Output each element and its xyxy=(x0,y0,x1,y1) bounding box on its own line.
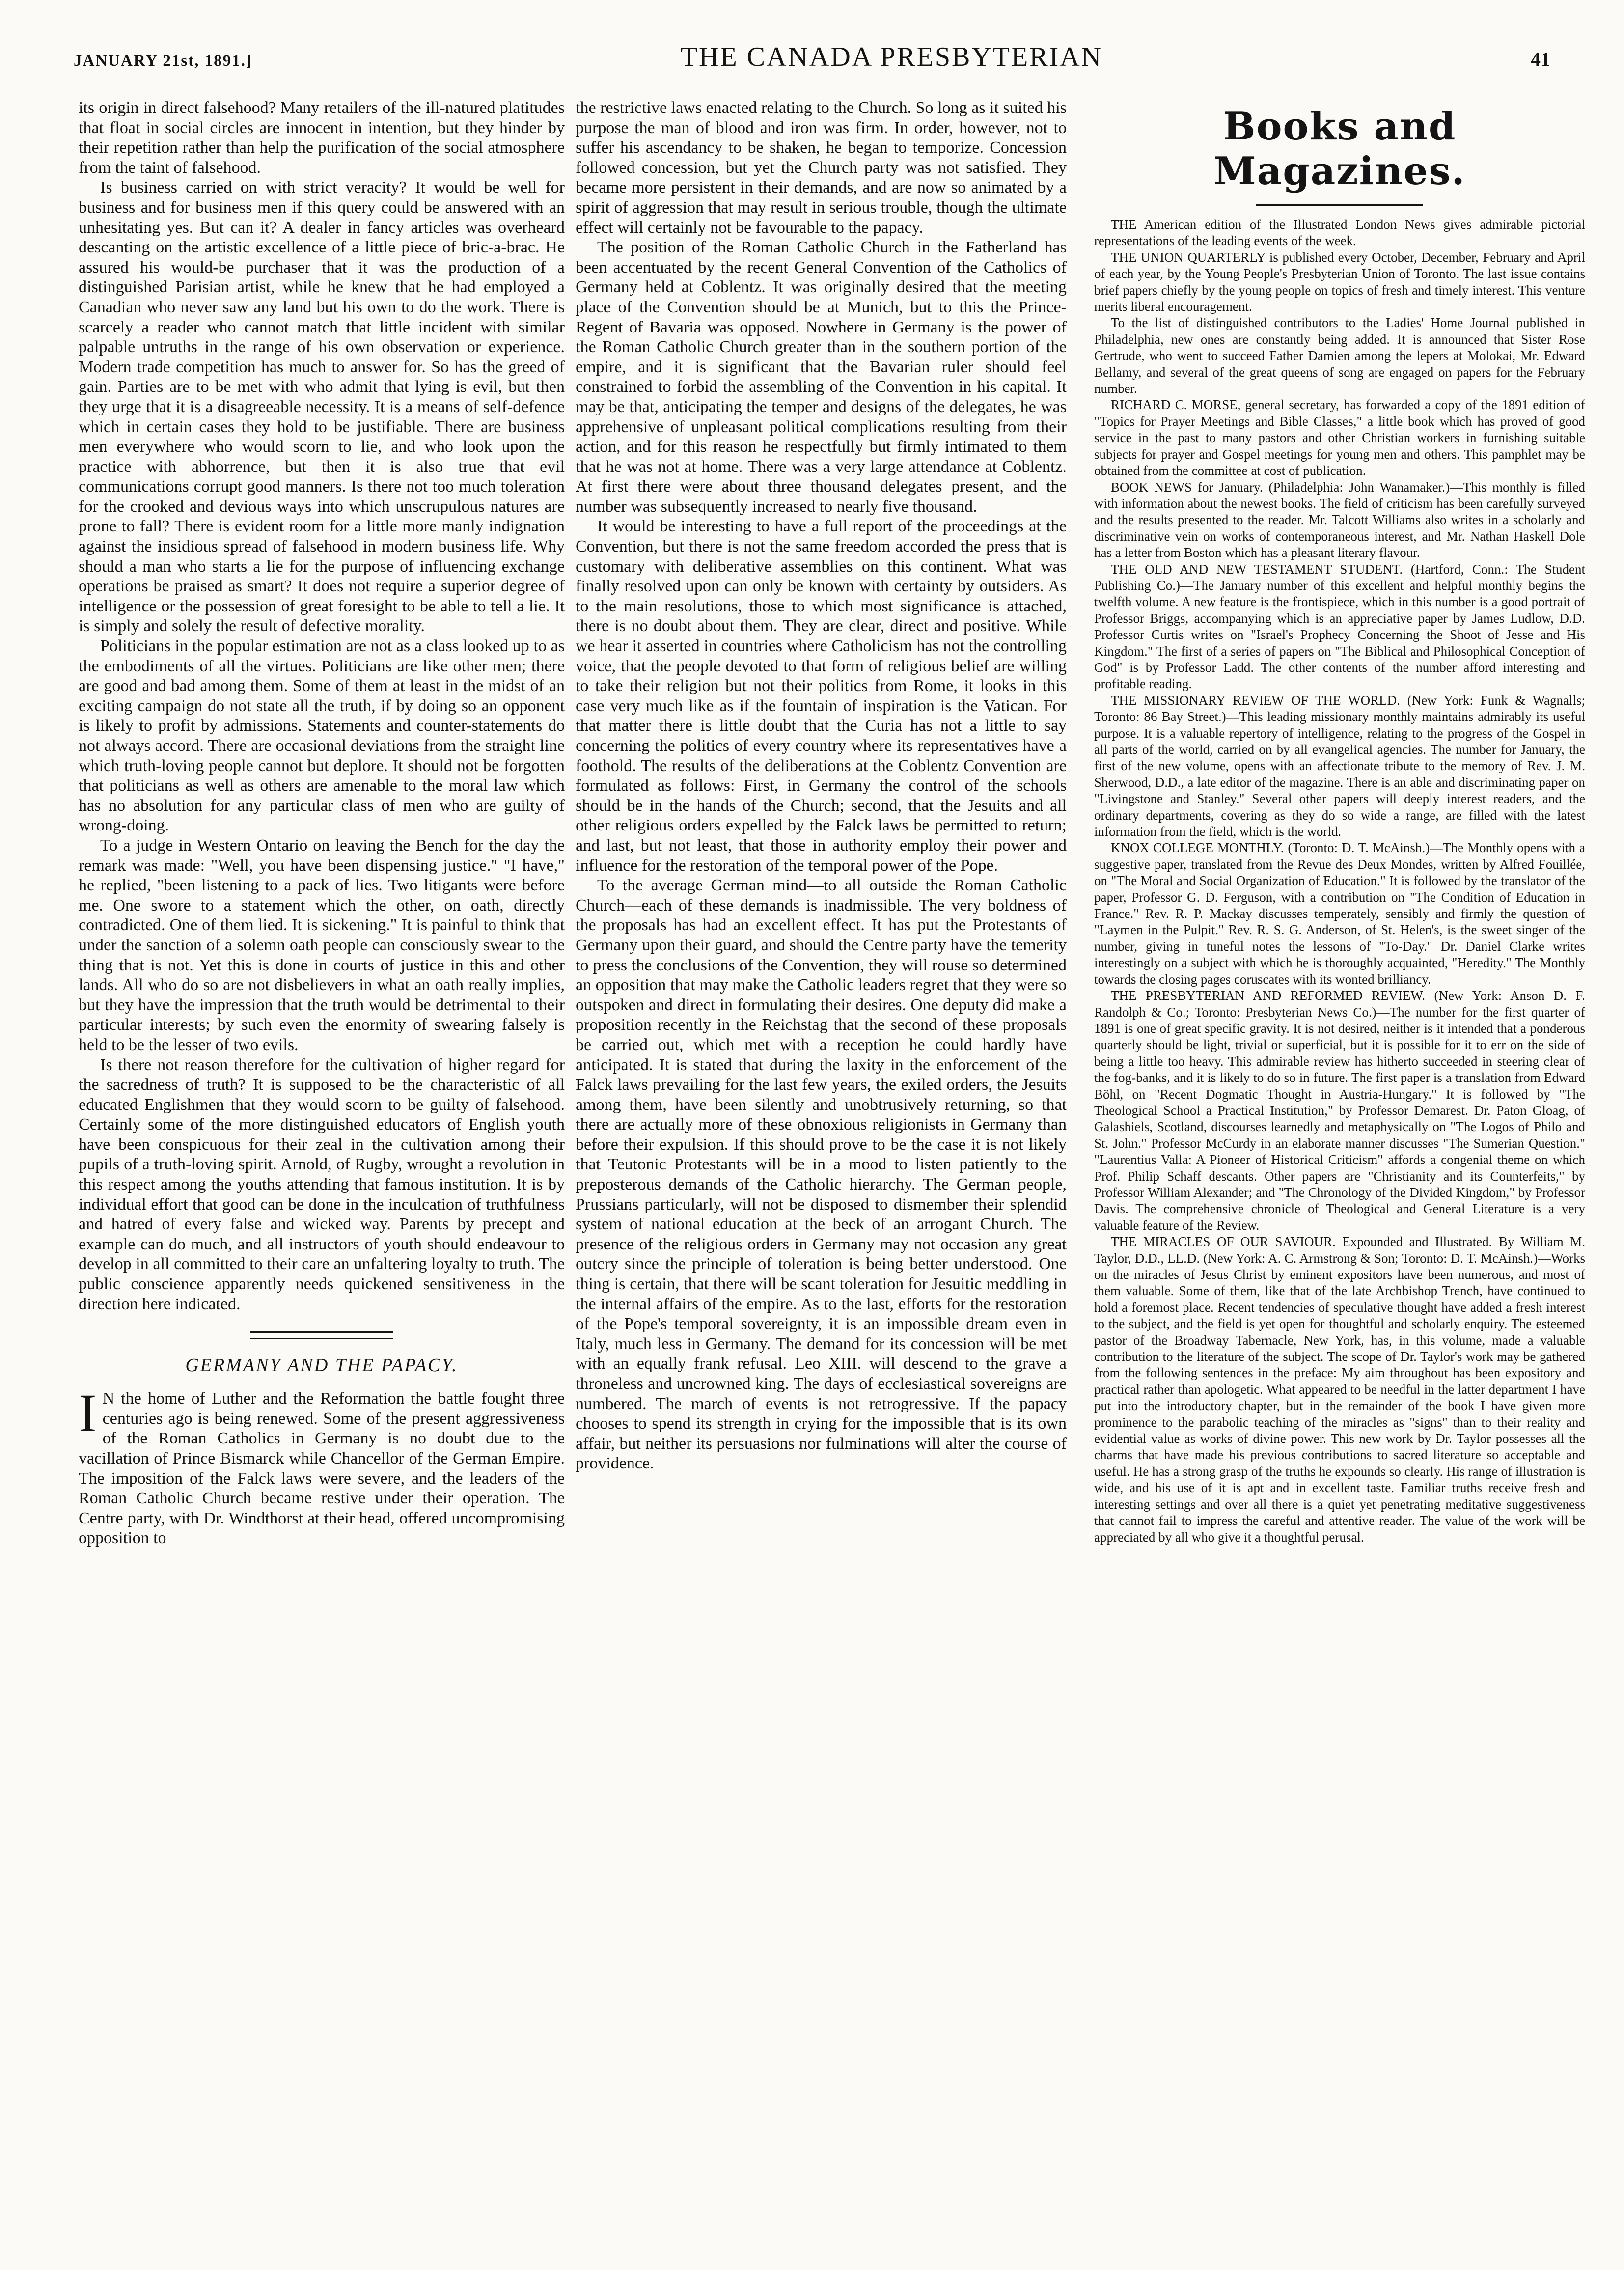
review-item: THE PRESBYTERIAN AND REFORMED REVIEW. (New York: Anson D. F. Randolph & Co.; Toronto: Presbyterian News Co.)—The number for the first quarter of 1891 is one of great specific gravity. It is not desired, neither is it intended that a ponderous quarterly should be light, trivial or superficial, but it is possible for it to err on the side of being a little too heavy. This admirable review has hitherto succeeded in steering clear of the fog-banks, and it is likely to do so in future. The first paper is a translation from Edward Böhl, on "Recent Dogmatic Thought in Austria-Hungary." It is followed by "The Theological School a Practical Institution," by Professor Demarest. Dr. Paton Gloag, of Galashiels, Scotland, discourses learnedly and metaphysically on "The Logos of Philo and St. John." Professor McCurdy in an elaborate manner discusses "The Sumerian Question." "Laurentius Valla: A Pioneer of Historical Criticism" affords a congenial theme on which Prof. Philip Schaff descants. Other papers are "Christianity and its Counterfeits," by Professor William Alexander; and "The Chronology of the Divided Kingdom," by Professor Davis. The comprehensive chronicle of Theological and General Literature is a very valuable feature of the Review. xyxy=(1094,988,1585,1233)
books-magazines-heading: Books and Magazines. xyxy=(1213,104,1466,194)
heading-rule xyxy=(1256,204,1423,206)
paragraph: Is there not reason therefore for the cultivation of higher regard for the sacredness of truth? It is supposed to be the characteristic of all educated Englishmen that they would scorn to be guilty of falsehood. Certainly some of the more distinguished educators of English youth have been conspicuous for their zeal in the cultivation among their pupils of a truth-loving spirit. Arnold, of Rugby, wrought a revolution in this respect among the youths attending that famous institution. It is by individual effort that good can be done in the inculcation of truthfulness and hatred of every false and wicked way. Parents by precept and example can do much, and all instructors of youth should endeavour to develop in all committed to their care an unfaltering loyalty to truth. The public conscience apparently needs quickened sensitiveness in the direction here indicated. xyxy=(79,1055,565,1313)
paragraph: It would be interesting to have a full report of the proceedings at the Convention, but there is not the same freedom accorded the press that is customary with deliberative assemblies on this continent. What was finally resolved upon can only be known with certainty by outsiders. As to the main resolutions, those to which most significance is attached, there is no doubt about them. They are clear, direct and positive. While we hear it asserted in countries where Catholicism has not the controlling voice, that the people devoted to that form of religious belief are willing to take their religion but not their politics from Rome, it looks in this case very much like as if the fountain of inspiration is the Vatican. For that matter there is little doubt that the Curia has not a little to say concerning the politics of every country where its representatives have a foothold. The results of the deliberations at the Coblentz Convention are formulated as follows: First, in Germany the control of the schools should be in the hands of the Church; second, that the Jesuits and all other religious orders expelled by the Falck laws be permitted to return; and last, but not least, that those in authority employ their power and influence for the restoration of the temporal power of the Pope. xyxy=(576,517,1067,875)
paragraph: The position of the Roman Catholic Church in the Fatherland has been accentuated by the recent General Convention of the Catholics of Germany held at Coblentz. It was originally desired that the meeting place of the Convention should be at Munich, but to this the Prince-Regent of Bavaria was opposed. Nowhere in Germany is the power of the Roman Catholic Church greater than in the southern portion of the empire, and it is significant that the Bavarian ruler should feel constrained to forbid the assembling of the Convention in his capital. It may be that, anticipating the temper and designs of the delegates, he was apprehensive of unpleasant political complications resulting from their action, and for this reason he respectfully but firmly intimated to them that he was not at home. There was a very large attendance at Coblentz. At first there were about three thousand delegates present, and the number was subsequently increased to nearly five thousand. xyxy=(576,238,1067,516)
section-title: GERMANY AND THE PAPACY. xyxy=(185,1355,458,1376)
review-item: THE MISSIONARY REVIEW OF THE WORLD. (New York: Funk & Wagnalls; Toronto: 86 Bay Street.)—This leading missionary monthly maintains admirably its useful purpose. It is a valuable repertory of intelligence, relating to the progress of the Gospel in all parts of the world, carried on by all evangelical agencies. The number for January, the first of the new volume, opens with an affectionate tribute to the memory of Rev. J. M. Sherwood, D.D., a late editor of the magazine. There is an able and discriminating paper on "Livingstone and Stanley." Several other papers will deeply interest readers, and the ordinary departments, covering as they do so wide a range, are filled with the latest information from the field, which is the world. xyxy=(1094,692,1585,839)
review-item: THE OLD AND NEW TESTAMENT STUDENT. (Hartford, Conn.: The Student Publishing Co.)—The January number of this excellent and helpful monthly begins the twelfth volume. A new feature is the frontispiece, which in this number is a good portrait of Professor Briggs, accompanying which is an appreciative paper by James Ludlow, D.D. Professor Curtis writes on "Israel's Prophecy Concerning the Shoot of Jesse and His Kingdom." The first of a series of papers on "The Biblical and Philosophical Conception of God" is by Professor Ladd. The other contents of the number afford interesting and profitable reading. xyxy=(1094,561,1585,692)
paragraph: To a judge in Western Ontario on leaving the Bench for the day the remark was made: "Well, you have been dispensing justice." "I have," he replied, "been listening to a pack of lies. Two litigants were before me. One swore to a statement which the other, on oath, directly contradicted. One of them lied. It is sickening." It is painful to think that under the sanction of a solemn oath people can consciously swear to the thing that is not. Yet this is done in courts of justice in this and other lands. All who do so are not disbelievers in what an oath really implies, but they have the impression that the truth would be detrimental to their particular interests; by such even the enormity of swearing falsely is held to be the lesser of two evils. xyxy=(79,836,565,1054)
review-item: THE American edition of the Illustrated London News gives admirable pictorial representations of the leading events of the week. xyxy=(1094,217,1585,249)
review-item: To the list of distinguished contributors to the Ladies' Home Journal published in Philadelphia, new ones are constantly being added. It is announced that Sister Rose Gertrude, who went to succeed Father Damien among the lepers at Molokai, Mr. Edward Bellamy, and several of the great queens of song are engaged on papers for the February number. xyxy=(1094,315,1585,396)
column-1 xyxy=(79,98,565,2210)
review-item: THE MIRACLES OF OUR SAVIOUR. Expounded and Illustrated. By William M. Taylor, D.D., LL.D. (New York: A. C. Armstrong & Son; Toronto: D. T. McAinsh.)—Works on the miracles of Jesus Christ by eminent expositors have been numerous, and most of them valuable. Some of them, like that of the late Archbishop Trench, have continued to hold a foremost place. Recent tendencies of speculative thought have added a fresh interest to the subject, and the field is yet open for thoughtful and scholarly enquiry. The esteemed pastor of the Broadway Tabernacle, New York, has, in this volume, made a valuable contribution to the literature of the subject. The scope of Dr. Taylor's work may be gathered from the following sentences in the preface: My aim throughout has been expository and practical rather than apologetic. What appeared to be needful in the latter department I have put into the introductory chapter, but in the remainder of the book I have given more prominence to the parabolic teaching of the miracles as "signs" than to their reality and evidential value as works of divine power. This new work by Dr. Taylor possesses all the charms that have made his previous contributions to sacred literature so acceptable and useful. He has a strong grasp of the truths he expounds so clearly. His range of illustration is wide, and his use of it is apt and in excellent taste. Familiar truths receive fresh and interesting settings and over all there is a quiet yet penetrating meditative suggestiveness that cannot fail to impress the careful and attentive reader. The value of the work will be appreciated by all who give it a thoughtful perusal. xyxy=(1094,1234,1585,1545)
review-item: BOOK NEWS for January. (Philadelphia: John Wanamaker.)—This monthly is filled with information about the newest books. The field of criticism has been carefully surveyed and the results presented to the reader. Mr. Talcott Williams also writes in a scholarly and discriminative vein on works of contemporaneous interest, and Mr. Nathan Haskell Dole has a letter from Boston which has a pleasant literary flavour. xyxy=(1094,479,1585,560)
paragraph: its origin in direct falsehood? Many retailers of the ill-natured platitudes that float in social circles are innocent in intention, but they hinder by their repetition rather than help the purification of the social atmosphere from the taint of falsehood. xyxy=(79,99,565,177)
review-item: RICHARD C. MORSE, general secretary, has forwarded a copy of the 1891 edition of "Topics for Prayer Meetings and Bible Classes," a little book which has proved of good service in the past to many pastors and other Christian workers in furnishing suitable subjects for prayer and Gospel meetings for young men and others. This pamphlet may be obtained from the committee at cost of publication. xyxy=(1094,397,1585,478)
paragraph: To the average German mind—to all outside the Roman Catholic Church—each of these demands is inadmissible. The very boldness of the proposals has had an excellent effect. It has put the Protestants of Germany upon their guard, and should the Centre party have the temerity to press the conclusions of the Convention, they will rouse so determined an opposition that may make the Catholic leaders regret that they were so outspoken and direct in formulating their desires. One deputy did make a proposition recently in the Reichstag that the second of these proposals be carried out, which met with a reception he could hardly have anticipated. It is stated that during the laxity in the enforcement of the Falck laws prevailing for the last few years, the exiled orders, the Jesuits among them, have been silently and unobtrusively returning, so that there are actually more of these obnoxious religionists in Germany than before their expulsion. If this should prove to be the case it is not likely that Teutonic Protestants will be in a mood to listen patiently to the preposterous demands of the Catholic hierarchy. The German people, Prussians particularly, will not be disposed to dismember their splendid system of national education at the beck of an arrogant Church. The presence of the religious orders in Germany may not occasion any great outcry since the principle of toleration is being better understood. One thing is certain, that there will be scant toleration for Jesuitic meddling in the internal affairs of the empire. As to the last, efforts for the restoration of the Pope's temporal sovereignty, it is an impossible dream even in Italy, much less in Germany. The demand for its concession will be met with an equally frank refusal. Leo XIII. will descend to the grave a throneless and uncrowned king. The days of ecclesiastical sovereigns are numbered. The march of events is not retrogressive. If the papacy chooses to spend its strength in crying for the impossible that is its own affair, but neither its persuasions nor fulminations will alter the course of providence. xyxy=(576,876,1067,1473)
column-3 xyxy=(1094,98,1585,2220)
paragraph: Is business carried on with strict veracity? It would be well for business and for business men if this query could be answered with an unhesitating yes. But can it? A dealer in fancy articles was overheard descanting on the artistic excellence of a little piece of bric-a-brac. He assured his would-be purchaser that it was the production of a distinguished Parisian artist, while he knew that he had employed a Canadian who never saw any land but his own to do the work. There is scarcely a reader who cannot match that little incident with similar palpable untruths in the range of his own observation or experience. Modern trade competition has much to answer for. So has the greed of gain. Parties are to be met with who admit that lying is evil, but then they urge that it is a disagreeable necessity. It is a means of self-defence which in certain cases they hold to be justifiable. There are business men everywhere who would scorn to lie, and who look upon the practice with abhorrence, but then it is also true that evil communications corrupt good manners. Is there not too much toleration for the crooked and devious ways into which unscrupulous natures are prone to fall? There is evident room for a little more manly indignation against the insidious spread of falsehood in modern business life. Why should a man who starts a lie for the purpose of influencing exchange operations be praised as smart? It does not require a superior degree of intelligence or the possession of great foresight to be able to tell a lie. It is simply and solely the result of defective morality. xyxy=(79,178,565,636)
paragraph: Politicians in the popular estimation are not as a class looked up to as the embodiments of all the virtues. Politicians are like other men; there are good and bad among them. Some of them at least in the midst of an exciting campaign do not state all the truth, if by doing so an opponent is likely to profit by admissions. Statements and counter-statements do not always accord. There are occasional deviations from the straight line which truth-loving people cannot but deplore. It should not be forgotten that politicians as well as others are amenable to the moral law which has no absolution for any particular class of men who are guilty of wrong-doing. xyxy=(79,637,565,835)
publication-title: THE CANADA PRESBYTERIAN xyxy=(680,42,1103,72)
paragraph: the restrictive laws enacted relating to the Church. So long as it suited his purpose the man of blood and iron was firm. In order, however, not to suffer his ascendancy to be shaken, he began to temporize. Concession followed concession, but yet the Church party was not satisfied. They became more persistent in their demands, and are now so animated by a spirit of aggression that may result in serious trouble, though the ultimate effect will certainly not be favourable to the papacy. xyxy=(576,99,1067,237)
drop-cap: I xyxy=(79,1383,97,1443)
review-item: KNOX COLLEGE MONTHLY. (Toronto: D. T. McAinsh.)—The Monthly opens with a suggestive paper, translated from the Revue des Deux Mondes, written by Alfred Fouillée, on "The Moral and Social Organization of Education." It is followed by the translator of the paper, Professor G. D. Ferguson, with a contribution on "The Condition of Education in France." Rev. R. P. Mackay discusses temperately, sensibly and firmly the question of "Laymen in the Pulpit." Rev. R. S. G. Anderson, of St. Helen's, is the sweet singer of the number, giving in tuneful notes the lessons of "To-Day." Dr. Daniel Clarke writes interestingly on a subject with which he is thoroughly acquainted, "Heredity." The Monthly towards the closing pages coruscates with its wonted brilliancy. xyxy=(1094,840,1585,987)
page-number: 41 xyxy=(1530,48,1550,70)
running-head xyxy=(74,41,1550,73)
section-opening-paragraph xyxy=(79,1383,565,1549)
section-opening-text: N the home of Luther and the Reformation the battle fought three centuries ago is being renewed. Some of the present aggressiveness of the Roman Catholics in Germany is no doubt due to the vacillation of Prince Bismarck while Chancellor of the German Empire. The imposition of the Falck laws were severe, and the leaders of the Roman Catholic Church became restive under their operation. The Centre party, with Dr. Windthorst at their head, offered uncompromising opposition to xyxy=(79,1389,565,1548)
section-divider xyxy=(250,1331,393,1339)
column-2 xyxy=(576,98,1067,2210)
issue-date: JANUARY 21st, 1891.] xyxy=(74,52,252,70)
review-item: THE UNION QUARTERLY is published every October, December, February and April of each year, by the Young People's Presbyterian Union of Toronto. The last issue contains brief papers chiefly by the young people on topics of fresh and timely interest. This venture merits liberal encouragement. xyxy=(1094,249,1585,314)
